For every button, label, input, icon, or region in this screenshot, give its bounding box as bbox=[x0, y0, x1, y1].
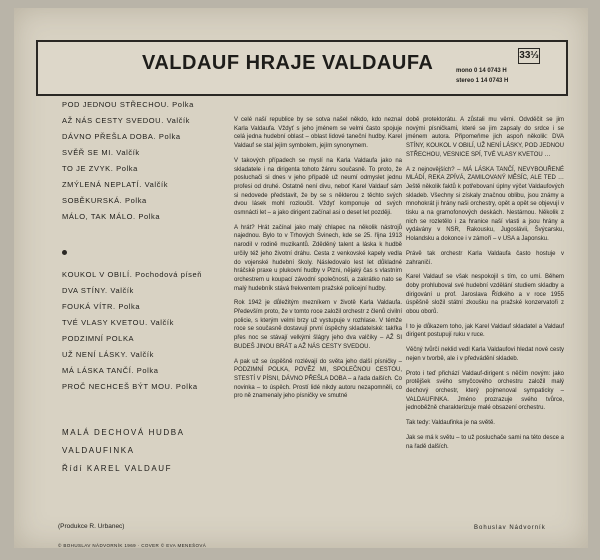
liner-notes-paragraph: Jak se má k světu – to už posluchače sami na této desce a na řadě dalších. bbox=[406, 434, 564, 450]
orchestra-credit: MALÁ DECHOVÁ HUDBA bbox=[62, 428, 185, 437]
liner-notes-paragraph: Tak tedy: Valdaufinka je na světě. bbox=[406, 420, 495, 427]
title-box bbox=[36, 40, 568, 96]
track-title: POD JEDNOU STŘECHOU. Polka bbox=[62, 100, 194, 109]
track-title: AŽ NÁS CESTY SVEDOU. Valčík bbox=[62, 116, 191, 125]
liner-notes-paragraph: Proto i teď přichází Valdauf-dirigent s něčím novým: jako protějšek svého smyčcového orchestru založil malý dechový orchestr, který pojmenoval sympaticky – VALDAUFINKA. Jméno prozrazuje svého tvůrce, jednoběžně charakterizuje malé obsazení orchestru. bbox=[406, 370, 564, 412]
liner-notes-paragraph: Právě tak orchestr Karla Valdaufa často hostuje v zahraničí. bbox=[406, 250, 564, 266]
track-title: TVÉ VLASY KVETOU. Valčík bbox=[62, 318, 174, 327]
liner-notes-paragraph: Rok 1942 je důležitým mezníkem v životě Karla Valdaufa. Především proto, že v tomto roce založil orchestr z členů civilní policie, s kterým velmi brzy už vystupuje v rozhlase. V témže roce se současně dostavují první úspěchy skladatelské: takřka přes noc se stávají velkými šlágry jeho dva valčíky – AŽ SI BUDEŠ JINOU BRÁT a AŽ NÁS CESTY SVEDOU. bbox=[234, 300, 402, 350]
liner-notes-paragraph: Karel Valdauf se však nespokojil s tím, co umí. Během doby prohluboval své hudební vzdělání studiem skladby a dirigování u prof. Jaroslava Řídkého a v roce 1955 úspěšně složil státní zkoušku na pražské konzervatoři z obou oborů. bbox=[406, 274, 564, 316]
production-credit: (Produkce R. Urbanec) bbox=[58, 523, 125, 530]
liner-notes-paragraph: V celé naší republice by se sotva našel někdo, kdo neznal Karla Valdaufa. Vždyť s jeho jménem se velmi často spojuje celá jedna hudební oblast – oblast lidové taneční hudby. Karel Valdauf se stal jejím symbolem, jejím synonymem. bbox=[234, 117, 402, 150]
side-marker-dot bbox=[62, 250, 67, 255]
track-title: KOUKOL V OBILÍ. Pochodová píseň bbox=[62, 270, 203, 279]
liner-notes-column-1 bbox=[234, 116, 402, 407]
track-title: SVĚŘ SE MI. Valčík bbox=[62, 148, 140, 157]
speed-badge: 33⅓ bbox=[518, 48, 540, 64]
track-title: FOUKÁ VÍTR. Polka bbox=[62, 302, 141, 311]
liner-notes-paragraph: A pak už se úspěšně rozlévají do světa jeho další písničky – PODZIMNÍ POLKA, POVĚZ MI, SPOLEČNOU CESTOU, STESTÍ V PÍSNI, DÁVNO PŘEŠLA DOBA – a řada dalších. Co novinka – to úspěch. Prostí lidé nikdy autoru nezapomněli, co pro ně znamenaly jeho písničky ve smutné bbox=[234, 358, 402, 400]
track-title: TO JE ZVYK. Polka bbox=[62, 164, 138, 173]
record-sleeve-back bbox=[14, 8, 588, 548]
liner-notes-paragraph: I to je důkazem toho, jak Karel Valdauf skladatel a Valdauf dirigent postupují ruku v ruce. bbox=[406, 323, 564, 339]
liner-notes-column-2 bbox=[406, 116, 564, 457]
liner-notes-paragraph: A z nejnovějších? – MÁ LÁSKA TANČÍ, NEVYBOUŘENÉ MLÁDÍ, REKA ZPÍVÁ, ZAMILOVANÝ MĚSÍC, ALE TED … Ještě několik faktů k potřebovaní úplny výčet Valdaufových skladeb. Všechny si získaly značnou oblibu, jsou známy a mnohokrát ji hrány naši orchestry, opět a opět se objevují v tisku a na gramofonových deskách. Nestárnou. Několik z nich se rozletělo i za hranice naší vlasti a jsou hrány a vydávány v NSR, Rakousku, Jugoslávii, Švýcarsku, Holandsku a dokonce i v zámoří – v USA a Japonsku. bbox=[406, 166, 564, 243]
catalog-stereo: stereo 1 14 0743 H bbox=[456, 78, 509, 84]
liner-notes-paragraph: době protektorátu. A zůstali mu věrni. Odvděčit se jim novými písničkami, které se jim zapsaly do srdce i se jménem autora. Připomeňme jich aspoň několik: DVA STÍNY, KOUKOL V OBILÍ, UŽ NENÍ LÁSKY, POD JEDNOU STŘECHOU, VESNICE SPÍ, TVÉ VLASY KVETOU … bbox=[406, 117, 564, 158]
track-title: PROČ NECHCEŠ BÝT MOU. Polka bbox=[62, 382, 198, 391]
liner-notes-signature: Bohuslav Nádvorník bbox=[474, 525, 546, 531]
liner-notes-paragraph: V takových případech se myslí na Karla Valdaufa jako na skladatele i na dirigenta tohoto žánru současně. To proto, že posluchači si dnes v jeho případě už neumí odmyslet jednu profesi od druhé. Ostatně není divu, neboť Karel Valdauf sám si nedovede představit, že by se s některou z těchto svých dvou lásek mohl rozloučit. Vždyť komponuje od svých osmnácti let – a jako dirigent začínal asi o deset let později. bbox=[234, 157, 402, 217]
track-title: MÁ LÁSKA TANČÍ. Polka bbox=[62, 366, 159, 375]
track-title: DÁVNO PŘEŠLA DOBA. Polka bbox=[62, 132, 181, 141]
liner-notes-paragraph: A hrát? Hrát začínal jako malý chlapec na několik nástrojů najednou. Bylo to v Trhových Svinech, kde se 25. října 1913 narodil v rodině muzikantů. Zděděný talent a láska k hudbě určily též jeho životní dráhu. Cesta z venkovské kapely vedla do vojenské hudební školy. Následovalo lest let důkladné hráčské praxe u plukovní hudby v Plzni, nějaký čas s vlastním orchestrem u koupací závodní společnosti, a zakrátko nato se malý hudebník stává frekventem pražské policejní hudby. bbox=[234, 224, 402, 292]
liner-notes-paragraph: Věčný tvůrčí neklid vedl Karla Valdaufovi hledat nové cesty nejen v tvorbě, ale i v předvádění skladeb. bbox=[406, 347, 564, 362]
track-title: DVA STÍNY. Valčík bbox=[62, 286, 134, 295]
track-title: MÁLO, TAK MÁLO. Polka bbox=[62, 212, 161, 221]
catalog-mono: mono 0 14 0743 H bbox=[456, 68, 507, 74]
track-title: UŽ NENÍ LÁSKY. Valčík bbox=[62, 350, 154, 359]
track-title: PODZIMNÍ POLKA bbox=[62, 334, 135, 343]
track-title: ZMÝLENÁ NEPLATÍ. Valčík bbox=[62, 180, 169, 189]
conductor-credit: Řídí KAREL VALDAUF bbox=[62, 464, 173, 473]
album-title: VALDAUF HRAJE VALDAUFA bbox=[142, 52, 434, 74]
track-title: SOBĚKURSKÁ. Polka bbox=[62, 196, 147, 205]
copyright-line: © BOHUSLAV NÁDVORNÍK 1969 · COVER © EVA MENEŠOVÁ bbox=[58, 543, 207, 548]
ensemble-name: VALDAUFINKA bbox=[62, 446, 135, 455]
